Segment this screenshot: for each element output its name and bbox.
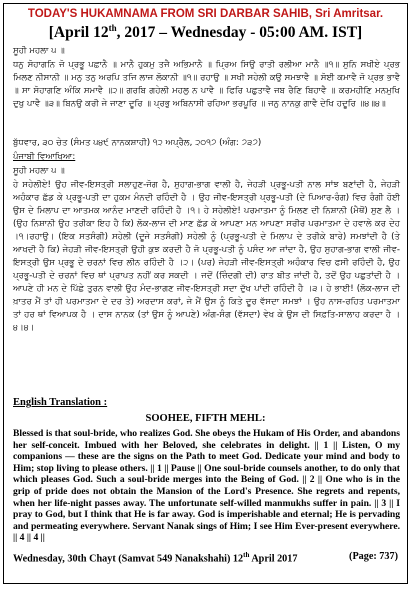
hukamnama-page xyxy=(3,3,408,584)
page-headline: TODAY'S HUKAMNAMA FROM SRI DARBAR SAHIB, Sri Amritsar. xyxy=(27,8,384,20)
english-subheading: SOOHEE, FIFTH MEHL: xyxy=(145,413,266,424)
page-number: (Page: 737) xyxy=(349,551,398,562)
gurbani-heading: ਸੂਹੀ ਮਹਲਾ ੫ ॥ xyxy=(13,46,65,56)
footer xyxy=(13,551,398,564)
punjabi-text: ਹੇ ਸਹੇਲੀਏ! ਉਹ ਜੀਵ-ਇਸਤ੍ਰੀ ਸਲਾਹੁਣ-ਜੋਗ ਹੈ, ਸੁਹਾਗ-ਭਾਗ ਵਾਲੀ ਹੈ, ਜੇਹੜੀ ਪ੍ਰਭੂ-ਪਤੀ ਨਾਲ ਸਾਂਝ ਬਣਾਂਦੀ ਹੈ, ਜੇਹੜੀ ਅਹੰਕਾਰ ਛੱਡ ਕੇ ਪ੍ਰਭੂ-ਪਤੀ ਦਾ ਹੁਕਮ ਮੰਨਦੀ ਰਹਿੰਦੀ ਹੈ । ਉਹ ਜੀਵ-ਇਸਤ੍ਰੀ ਪ੍ਰਭੂ-ਪਤੀ (ਦੇ ਪਿਆਰ-ਰੰਗ) ਵਿਚ ਰੰਗੀ ਹੋਈ ਉਸ ਦੇ ਮਿਲਾਪ ਦਾ ਆਤਮਕ ਆਨੰਦ ਮਾਣਦੀ ਰਹਿੰਦੀ ਹੈ ।੧। ਹੇ ਸਹੇਲੀਏ! ਪਰਮਾਤਮਾ ਨੂੰ ਮਿਲਣ ਦੀ ਨਿਸ਼ਾਨੀ (ਮੈਥੋਂ) ਸੁਣ ਲੈ । (ਉਹ ਨਿਸ਼ਾਨੀ ਉਹ ਤਰੀਕਾ ਇਹ ਹੈ ਕਿ) ਲੋਕ-ਲਾਜ ਦੀ ਮਾਣ ਛੱਡ ਕੇ ਆਪਣਾ ਮਨ ਆਪਣਾ ਸਰੀਰ ਪਰਮਾਤਮਾ ਦੇ ਹਵਾਲੇ ਕਰ ਦੇਹ ।੧।ਰਹਾਉ। (ਇਕ ਸਤਸੰਗੀ) ਸਹੇਲੀ (ਦੂਜੇ ਸਤਸੰਗੀ) ਸਹੇਲੀ ਨੂੰ (ਪ੍ਰਭੂ-ਪਤੀ ਦੇ ਮਿਲਾਪ ਦੇ ਤਰੀਕੇ ਬਾਰੇ) ਸਮਝਾਂਦੀ ਹੈ (ਤੇ ਆਖਦੀ ਹੈ ਕਿ) ਜੇਹੜੀ ਜੀਵ-ਇਸਤ੍ਰੀ ਉਹੀ ਕੁਝ ਕਰਦੀ ਹੈ ਜੋ ਪ੍ਰਭੂ-ਪਤੀ ਨੂੰ ਪਸੰਦ ਆ ਜਾਂਦਾ ਹੈ, ਉਹ ਸੁਹਾਗ-ਭਾਗ ਵਾਲੀ ਜੀਵ-ਇਸਤ੍ਰੀ ਉਸ ਪ੍ਰਭੂ ਦੇ ਚਰਨਾਂ ਵਿਚ ਲੀਨ ਰਹਿੰਦੀ ਹੈ ।੨। (ਪਰ) ਜੇਹੜੀ ਜੀਵ-ਇਸਤ੍ਰੀ ਅਹੰਕਾਰ ਵਿਚ ਫਸੀ ਰਹਿੰਦੀ ਹੈ, ਉਹ ਪ੍ਰਭੂ-ਪਤੀ ਦੇ ਚਰਨਾਂ ਵਿਚ ਥਾਂ ਪ੍ਰਾਪਤ ਨਹੀਂ ਕਰ ਸਕਦੀ । ਜਦੋਂ (ਜ਼ਿੰਦਗੀ ਦੀ) ਰਾਤ ਬੀਤ ਜਾਂਦੀ ਹੈ, ਤਦੋਂ ਉਹ ਪਛੁਤਾਂਦੀ ਹੈ । ਆਪਣੇ ਹੀ ਮਨ ਦੇ ਪਿੱਛੇ ਤੁਰਨ ਵਾਲੀ ਉਹ ਮੰਦ-ਭਾਗਣ ਜੀਵ-ਇਸਤ੍ਰੀ ਸਦਾ ਦੁੱਖ ਪਾਂਦੀ ਰਹਿੰਦੀ ਹੈ ।੩। ਹੇ ਭਾਈ! (ਲੋਕ-ਲਾਜ ਦੀ ਖ਼ਾਤਰ ਮੈਂ ਤਾਂ ਹੀ ਪਰਮਾਤਮਾ ਦੇ ਦਰ ਤੇ) ਅਰਦਾਸ ਕਰਾਂ, ਜੇ ਮੈਂ ਉਸ ਨੂੰ ਕਿਤੇ ਦੂਰ ਵੱਸਦਾ ਸਮਝਾਂ । ਉਹ ਨਾਸ-ਰਹਿਤ ਪਰਮਾਤਮਾ ਤਾਂ ਹਰ ਥਾਂ ਵਿਆਪਕ ਹੈ । ਦਾਸ ਨਾਨਕ (ਤਾਂ ਉਸ ਨੂੰ ਆਪਣੇ) ਅੰਗ-ਸੰਗ (ਵੱਸਦਾ) ਵੇਖ ਕੇ ਉਸ ਦੀ ਸਿਫ਼ਤਿ-ਸਾਲਾਹ ਕਰਦਾ ਹੈ ।੪।੪। xyxy=(13,180,400,333)
gurbani-date-line: ਬੁੱਧਵਾਰ, ੩੦ ਚੇਤ (ਸੰਮਤ ੫੪੯ ਨਾਨਕਸ਼ਾਹੀ) ੧੨ ਅਪ੍ਰੈਲ, ੨੦੧੭ (ਅੰਗ: ੭੩੭) xyxy=(13,138,262,148)
gurbani-text: ਧਨੁ ਸੋਹਾਗਨਿ ਜੋ ਪ੍ਰਭੂ ਪਛਾਨੈ ॥ ਮਾਨੈ ਹੁਕਮੁ ਤਜੈ ਅਭਿਮਾਨੈ ॥ ਪ੍ਰਿਅ ਸਿਉ ਰਾਤੀ ਰਲੀਆ ਮਾਨੈ ॥੧॥ ਸੁਨਿ ਸਖੀਏ ਪ੍ਰਭ ਮਿਲਣ ਨੀਸਾਨੀ ॥ ਮਨੁ ਤਨੁ ਅਰਪਿ ਤਜਿ ਲਾਜ ਲੋਕਾਨੀ ॥੧॥ ਰਹਾਉ ॥ ਸਖੀ ਸਹੇਲੀ ਕਉ ਸਮਝਾਵੈ ॥ ਸੋਈ ਕਮਾਵੈ ਜੋ ਪ੍ਰਭ ਭਾਵੈ ॥ ਸਾ ਸੋਹਾਗਣਿ ਅੰਕਿ ਸਮਾਵੈ ॥੨॥ ਗਰਬਿ ਗਹੇਲੀ ਮਹਲੁ ਨ ਪਾਵੈ ॥ ਫਿਰਿ ਪਛੁਤਾਵੈ ਜਬ ਰੈਣਿ ਬਿਹਾਵੈ ॥ ਕਰਮਹੀਣਿ ਮਨਮੁਖਿ ਦੁਖੁ ਪਾਵੈ ॥੩॥ ਬਿਨਉ ਕਰੀ ਜੇ ਜਾਣਾ ਦੂਰਿ ॥ ਪ੍ਰਭੁ ਅਬਿਨਾਸੀ ਰਹਿਆ ਭਰਪੂਰਿ ॥ ਜਨੁ ਨਾਨਕੁ ਗਾਵੈ ਦੇਖਿ ਹਦੂਰਿ ॥੪॥੪॥ xyxy=(13,60,400,109)
punjabi-subheading: ਸੂਹੀ ਮਹਲਾ ੫ ॥ xyxy=(13,166,65,176)
footer-date: Wednesday, 30th Chayt (Samvat 549 Nanakshahi) 12th April 2017 xyxy=(13,551,298,565)
punjabi-heading: ਪੰਜਾਬੀ ਵਿਆਖਿਆ: xyxy=(13,152,76,162)
english-heading: English Translation : xyxy=(13,397,108,408)
english-text: Blessed is that soul-bride, who realizes God. She obeys the Hukam of His Order, and abandons her self-conceit. Imbued with her Beloved, she celebrates in delight. || 1 || Listen, O my companions — these are the signs on the Path to meet God. Dedicate your mind and body to Him; stop living to please others. || 1 || Pause || One soul-bride counsels another, to do only that which pleases God. Such a soul-bride merges into the Being of God. || 2 || One who is in the grip of pride does not obtain the Mansion of the Lord's Presence. She regrets and repents, when her life-night passes away. The unfortunate self-willed manmukhs suffer in pain. || 3 || I pray to God, but I think that He is far away. God is imperishable and eternal; He is pervading and permeating everywhere. Servant Nanak sings of Him; I see Him Ever-present everywhere. || 4 || 4 || xyxy=(13,428,400,544)
date-title: [April 12th, 2017 – Wednesday - 05:00 AM. IST] xyxy=(48,23,363,42)
